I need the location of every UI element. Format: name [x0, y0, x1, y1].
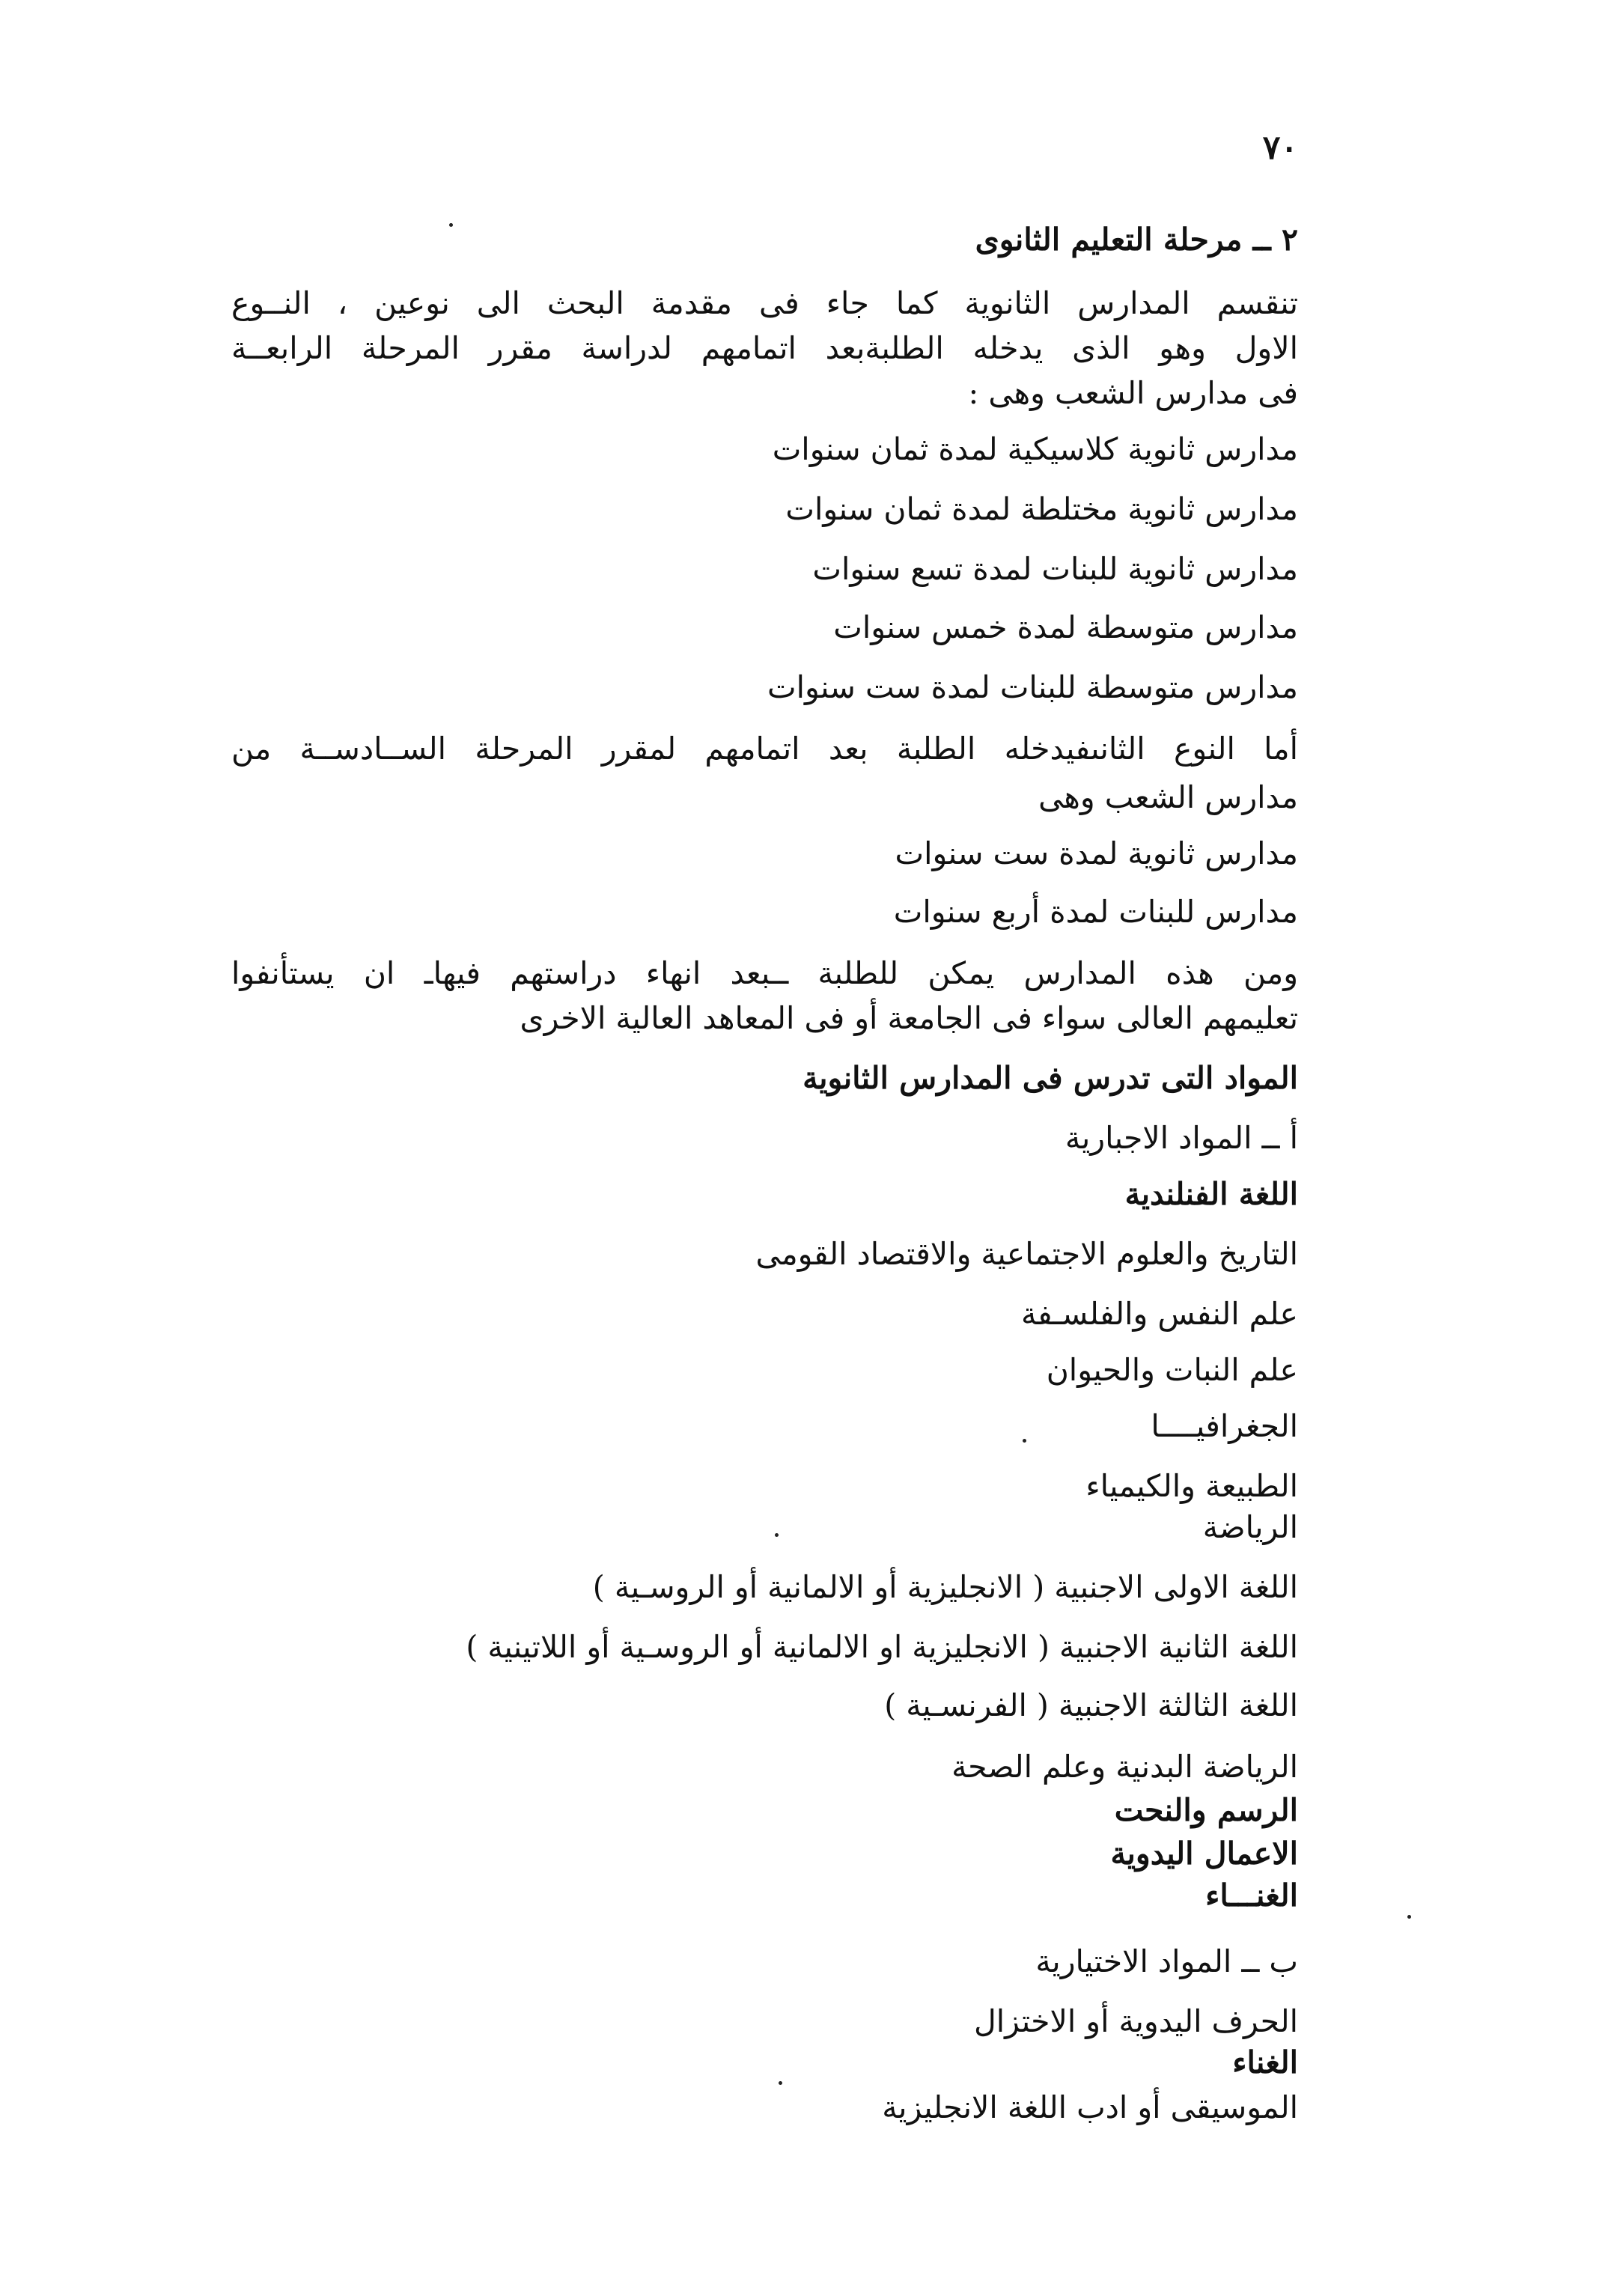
page-number: ٧٠ [1262, 129, 1298, 167]
compulsory-subject: اللغة الفنلندية [1124, 1176, 1298, 1212]
optional-subject: الموسيقى أو ادب اللغة الانجليزية [882, 2089, 1298, 2125]
school-type-1-item: مدارس ثانوية مختلطة لمدة ثمان سنوات [785, 491, 1298, 527]
optional-subject: الحرف اليدوية أو الاختزال [973, 2003, 1298, 2039]
paragraph-2-line-1: أما النوع الثانىفيدخله الطلبة بعد اتمامهم لمقرر المرحلة الســادســة من [231, 731, 1298, 767]
paragraph-2-line-2: مدارس الشعب وهى [1038, 779, 1298, 815]
optional-subject: الغناء [1232, 2044, 1298, 2080]
optional-heading: ب ــ المواد الاختيارية [1035, 1943, 1298, 1979]
paragraph-1-line-2: الاول وهو الذى يدخله الطلبةبعد اتمامهم لدراسة مقرر المرحلة الرابعــة [231, 330, 1298, 366]
school-type-1-item: مدارس ثانوية للبنات لمدة تسع سنوات [812, 551, 1298, 587]
compulsory-subject: الطبيعة والكيمياء [1085, 1468, 1298, 1504]
compulsory-subject: اللغة الثالثة الاجنبية ( الفرنسـية ) [884, 1687, 1298, 1723]
scan-speck [1023, 1439, 1026, 1443]
compulsory-subject: التاريخ والعلوم الاجتماعية والاقتصاد القومى [755, 1236, 1298, 1272]
compulsory-subject: اللغة الاولى الاجنبية ( الانجليزية أو الالمانية أو الروسـية ) [592, 1569, 1298, 1605]
paragraph-3-line-1: ومن هذه المدارس يمكن للطلبة ــبعد انهاء دراستهم فيهاـ ان يستأنفوا [231, 955, 1298, 991]
school-type-1-item: مدارس متوسطة للبنات لمدة ست سنوات [767, 669, 1298, 705]
subjects-heading: المواد التى تدرس فى المدارس الثانوية [802, 1060, 1298, 1096]
compulsory-subject: الرسم والنحت [1114, 1792, 1298, 1828]
compulsory-subject: علم النفس والفلسـفة [1021, 1296, 1298, 1332]
school-type-2-item: مدارس ثانوية لمدة ست سنوات [895, 835, 1298, 871]
school-type-2-item: مدارس للبنات لمدة أربع سنوات [893, 894, 1298, 930]
paragraph-1-line-1: تنقسم المدارس الثانوية كما جاء فى مقدمة البحث الى نوعين ، النــوع [231, 285, 1298, 321]
compulsory-heading: أ ــ المواد الاجبارية [1065, 1120, 1298, 1156]
compulsory-subject: الرياضة [1202, 1509, 1298, 1545]
school-type-1-item: مدارس متوسطة لمدة خمس سنوات [833, 609, 1298, 645]
paragraph-3-line-2: تعليمهم العالى سواء فى الجامعة أو فى المعاهد العالية الاخرى [520, 1000, 1298, 1036]
compulsory-subject: الرياضة البدنية وعلم الصحة [951, 1749, 1298, 1785]
scan-speck [779, 2081, 782, 2085]
paragraph-1-line-3: فى مدارس الشعب وهى : [968, 375, 1298, 411]
compulsory-subject: الاعمال اليدوية [1110, 1836, 1298, 1872]
school-type-1-item: مدارس ثانوية كلاسيكية لمدة ثمان سنوات [772, 431, 1298, 467]
scan-speck [775, 1533, 779, 1537]
section-title: ٢ ــ مرحلة التعليم الثانوى [975, 222, 1298, 258]
compulsory-subject: الغنـــاء [1205, 1878, 1298, 1913]
scan-speck [449, 223, 453, 227]
compulsory-subject: علم النبات والحيوان [1046, 1352, 1298, 1388]
compulsory-subject: الجغرافيــــا [1151, 1408, 1298, 1444]
compulsory-subject: اللغة الثانية الاجنبية ( الانجليزية او الالمانية أو الروسـية أو اللاتينية ) [466, 1629, 1298, 1665]
scan-speck [1407, 1915, 1411, 1919]
